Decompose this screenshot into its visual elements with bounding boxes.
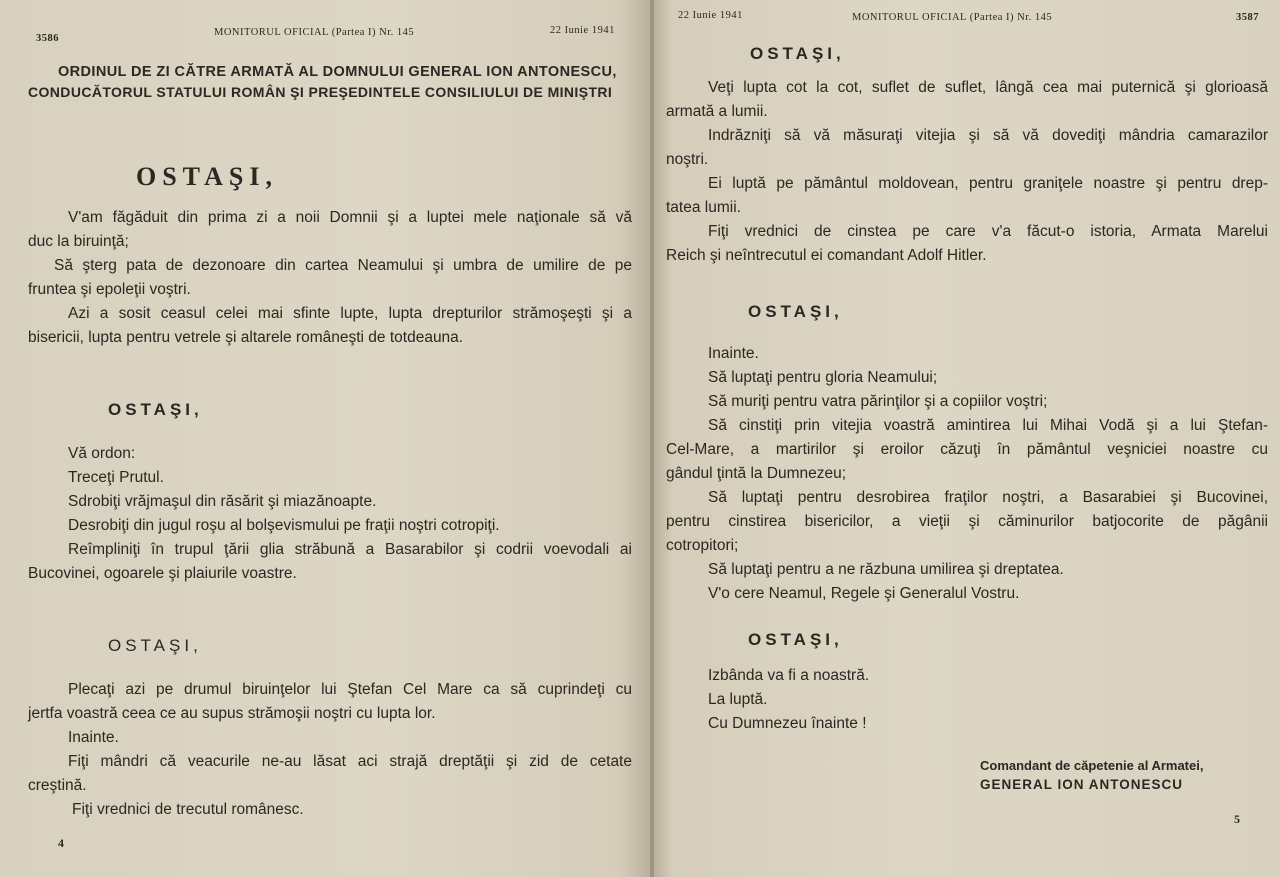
heading-ostasi-6: OSTAŞI, bbox=[748, 630, 843, 649]
paragraph-line: Reîmpliniţi în trupul ţării glia străbună a Basarabilor şi codrii voevodali ai bbox=[68, 541, 632, 558]
paragraph-line: jertfa voastră ceea ce au supus strămoşii noştri cu lupta lor. bbox=[28, 705, 436, 722]
paragraph-line: Fiţi mândri că veacurile ne-au lăsat aci strajă dreptăţii şi zid de cetate bbox=[68, 753, 632, 770]
paragraph-line: gândul ţintă la Dumnezeu; bbox=[666, 465, 847, 482]
paragraph-line: Reich şi neîntrecutul ei comandant Adolf Hitler. bbox=[666, 247, 987, 264]
left-footer-page-number: 4 bbox=[58, 836, 64, 850]
paragraph-line: noştri. bbox=[666, 151, 709, 168]
paragraph-line: pentru cinstirea bisericilor, a vieţii şi căminurilor batjocorite de păgânii bbox=[666, 513, 1268, 530]
right-date-header: 22 Iunie 1941 bbox=[678, 10, 743, 21]
heading-ostasi-5: OSTAŞI, bbox=[748, 302, 843, 321]
paragraph-line: Fiţi vrednici de cinstea pe care v'a făcut-o istoria, Armata Marelui bbox=[708, 223, 1268, 240]
paragraph-line: Azi a sosit ceasul celei mai sfinte lupte, lupta drepturilor strămoşeşti şi a bbox=[68, 305, 632, 322]
paragraph-line: Izbânda va fi a noastră. bbox=[708, 667, 870, 684]
paragraph-line: Fiţi vrednici de trecutul românesc. bbox=[72, 801, 304, 818]
paragraph-line: duc la biruinţă; bbox=[28, 233, 129, 250]
heading-ostasi-1: OSTAŞI, bbox=[136, 162, 278, 191]
left-date-header: 22 Iunie 1941 bbox=[550, 25, 615, 36]
paragraph-line: Inainte. bbox=[68, 729, 119, 746]
paragraph-line: Să şterg pata de dezonoare din cartea Neamului şi umbra de umilire de pe bbox=[54, 257, 632, 274]
left-section-1 bbox=[28, 206, 632, 350]
paragraph-line: armată a lumii. bbox=[666, 103, 768, 120]
paragraph-line: Ei luptă pe pământul moldovean, pentru graniţele noastre şi pentru drep- bbox=[708, 175, 1268, 192]
paragraph-line: bisericii, lupta pentru vetrele şi altarele româneşti de totdeauna. bbox=[28, 329, 464, 346]
heading-ostasi-3: OSTAŞI, bbox=[108, 636, 202, 655]
order-title-line2: CONDUCĂTORUL STATULUI ROMÂN ŞI PREŞEDINTELE CONSILIULUI DE MINIŞTRI bbox=[28, 84, 613, 100]
order-title-line1: ORDINUL DE ZI CĂTRE ARMATĂ AL DOMNULUI GENERAL ION ANTONESCU, bbox=[58, 64, 617, 80]
paragraph-line: Vă ordon: bbox=[68, 445, 136, 462]
paragraph-line: Inainte. bbox=[708, 345, 759, 362]
paragraph-line: Treceţi Prutul. bbox=[68, 469, 164, 486]
right-section-3 bbox=[666, 664, 1268, 736]
paragraph-line: tatea lumii. bbox=[666, 199, 741, 216]
paragraph-line: cotropitori; bbox=[666, 537, 739, 554]
paragraph-line: V'am făgăduit din prima zi a noii Domnii şi a luptei mele naţionale să vă bbox=[68, 209, 632, 226]
paragraph-line: Sdrobiţi vrăjmaşul din răsărit şi miazănoapte. bbox=[68, 493, 377, 510]
paragraph-line: Veţi lupta cot la cot, suflet de suflet, lângă cea mai puternică şi glorioasă bbox=[708, 79, 1268, 96]
paragraph-line: fruntea şi epoleţii voştri. bbox=[28, 281, 191, 298]
right-page-number-header: 3587 bbox=[1236, 12, 1259, 23]
right-section-1 bbox=[666, 76, 1268, 268]
left-page-number-header: 3586 bbox=[36, 33, 59, 44]
right-footer-page-number: 5 bbox=[1234, 812, 1240, 826]
signature-name: GENERAL ION ANTONESCU bbox=[980, 777, 1184, 792]
right-page bbox=[654, 0, 1280, 877]
right-journal-header: MONITORUL OFICIAL (Partea I) Nr. 145 bbox=[852, 12, 1053, 23]
left-journal-header: MONITORUL OFICIAL (Partea I) Nr. 145 bbox=[214, 27, 415, 38]
paragraph-line: Cel-Mare, a martirilor şi eroilor căzuţi în pământul veşniciei noastre cu bbox=[666, 441, 1268, 458]
paragraph-line: Indrăzniţi să vă măsuraţi vitejia şi să vă dovediţi mândria camarazilor bbox=[708, 127, 1268, 144]
left-section-3 bbox=[28, 678, 632, 822]
paragraph-line: Să cinstiţi prin vitejia voastră amintirea lui Mihai Vodă şi a lui Ştefan- bbox=[708, 417, 1268, 434]
signature-title: Comandant de căpetenie al Armatei, bbox=[980, 758, 1204, 773]
left-section-2 bbox=[28, 442, 632, 586]
paragraph-line: Să luptaţi pentru desrobirea fraţilor noştri, a Basarabiei şi Bucovinei, bbox=[708, 489, 1268, 506]
paragraph-line: Să luptaţi pentru a ne răzbuna umilirea şi dreptatea. bbox=[708, 561, 1064, 578]
paragraph-line: creştină. bbox=[28, 777, 87, 794]
paragraph-line: La luptă. bbox=[708, 691, 768, 708]
heading-ostasi-4: OSTAŞI, bbox=[750, 44, 845, 63]
heading-ostasi-2: OSTAŞI, bbox=[108, 400, 203, 419]
paragraph-line: V'o cere Neamul, Regele şi Generalul Vostru. bbox=[708, 585, 1020, 602]
paragraph-line: Să muriţi pentru vatra părinţilor şi a copiilor voştri; bbox=[708, 393, 1048, 410]
paragraph-line: Bucovinei, ogoarele şi plaiurile voastre. bbox=[28, 565, 297, 582]
paragraph-line: Desrobiţi din jugul roşu al bolşevismului pe fraţii noştri cotropiţi. bbox=[68, 517, 500, 534]
paragraph-line: Cu Dumnezeu înainte ! bbox=[708, 715, 867, 732]
right-section-2 bbox=[666, 342, 1268, 606]
paragraph-line: Să luptaţi pentru gloria Neamului; bbox=[708, 369, 938, 386]
paragraph-line: Plecaţi azi pe drumul biruinţelor lui Ştefan Cel Mare ca să cuprindeţi cu bbox=[68, 681, 632, 698]
